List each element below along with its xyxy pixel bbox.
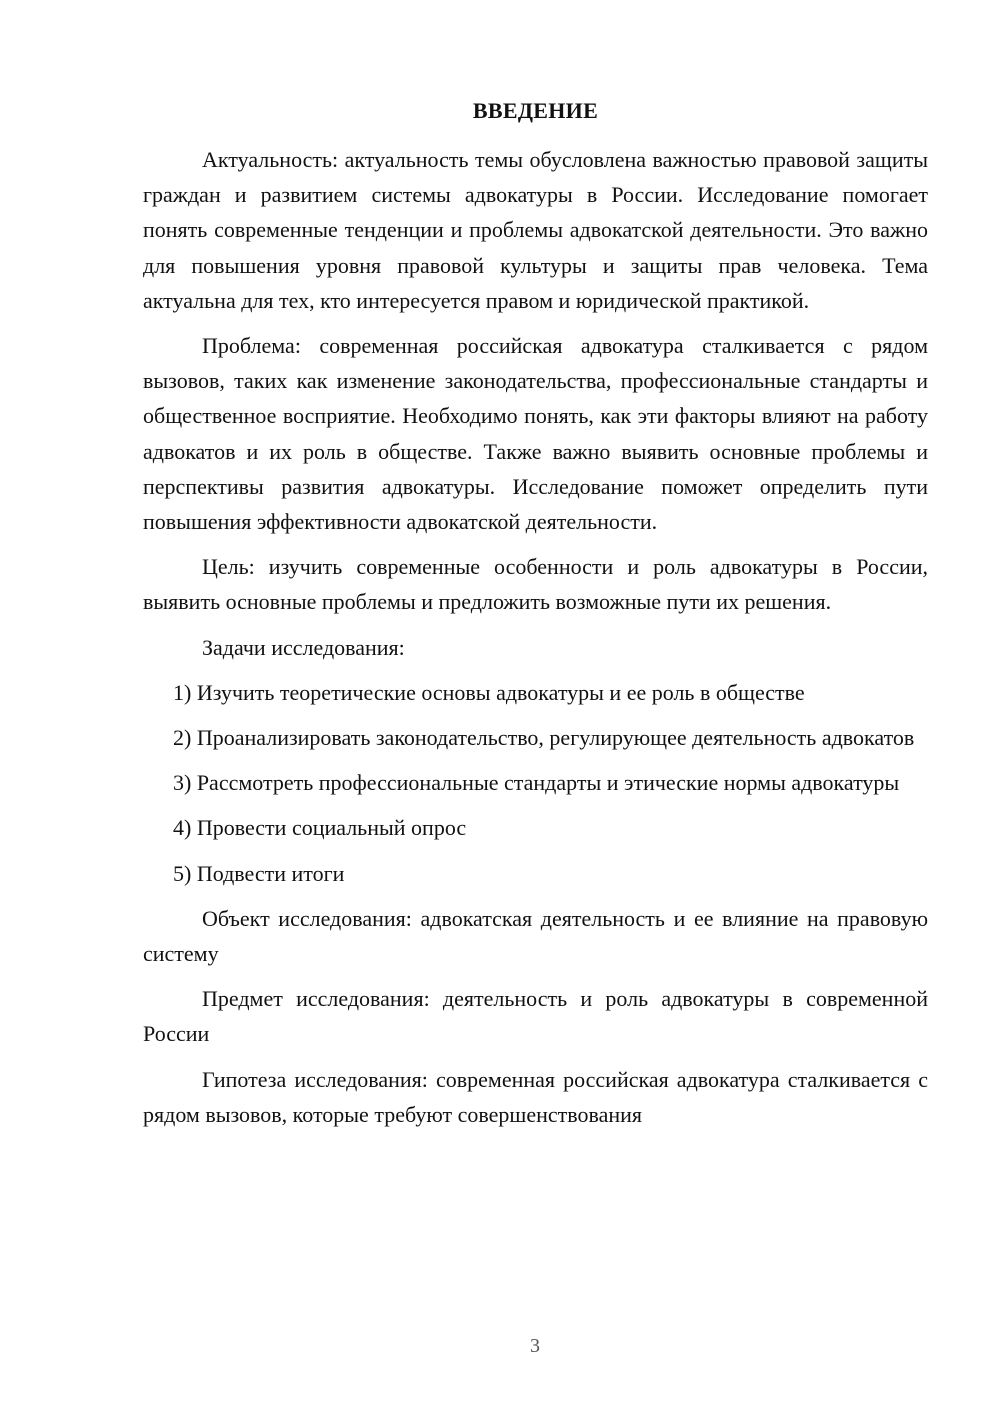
- paragraph-subject: Предмет исследования: деятельность и роль адвокатуры в современной России: [143, 986, 928, 1047]
- task-item-1: 1) Изучить теоретические основы адвокатуры и ее роль в обществе: [173, 679, 805, 705]
- paragraph-goal: Цель: изучить современные особенности и роль адвокатуры в России, выявить основные проблемы и предложить возможные пути их решения.: [143, 554, 928, 615]
- task-item-4: 4) Провести социальный опрос: [173, 815, 467, 841]
- page-number: 3: [530, 1335, 540, 1357]
- paragraph-hypothesis: Гипотеза исследования: современная российская адвокатура сталкивается с рядом вызовов, которые требуют совершенствования: [143, 1066, 928, 1127]
- paragraph-object: Объект исследования: адвокатская деятельность и ее влияние на правовую систему: [143, 905, 928, 967]
- paragraph-problem: Проблема: современная российская адвокатура сталкивается с рядом вызовов, таких как изменение законодательства, профессиональные стандарты и общественное восприятие. Необходимо понять, как эти факторы влияют на работу адвокатов и их роль в обществе. Также важно выявить основные проблемы и перспективы развития адвокатуры. Исследование поможет определить пути повышения эффективности адвокатской деятельности.: [143, 333, 928, 535]
- document-body: [143, 142, 928, 1142]
- task-item-2: 2) Проанализировать законодательство, регулирующее деятельность адвокатов: [173, 725, 915, 751]
- task-item-5: 5) Подвести итоги: [173, 860, 345, 886]
- tasks-title: Задачи исследования:: [202, 634, 405, 660]
- task-item-3: 3) Рассмотреть профессиональные стандарты и этические нормы адвокатуры: [173, 770, 900, 796]
- document-heading: ВВЕДЕНИЕ: [472, 98, 599, 123]
- paragraph-relevance: Актуальность: актуальность темы обусловлена важностью правовой защиты граждан и развитием системы адвокатуры в России. Исследование помогает понять современные тенденции и проблемы адвокатской деятельности. Это важно для повышения уровня правовой культуры и защиты прав человека. Тема актуальна для тех, кто интересуется правом и юридической практикой.: [143, 147, 928, 313]
